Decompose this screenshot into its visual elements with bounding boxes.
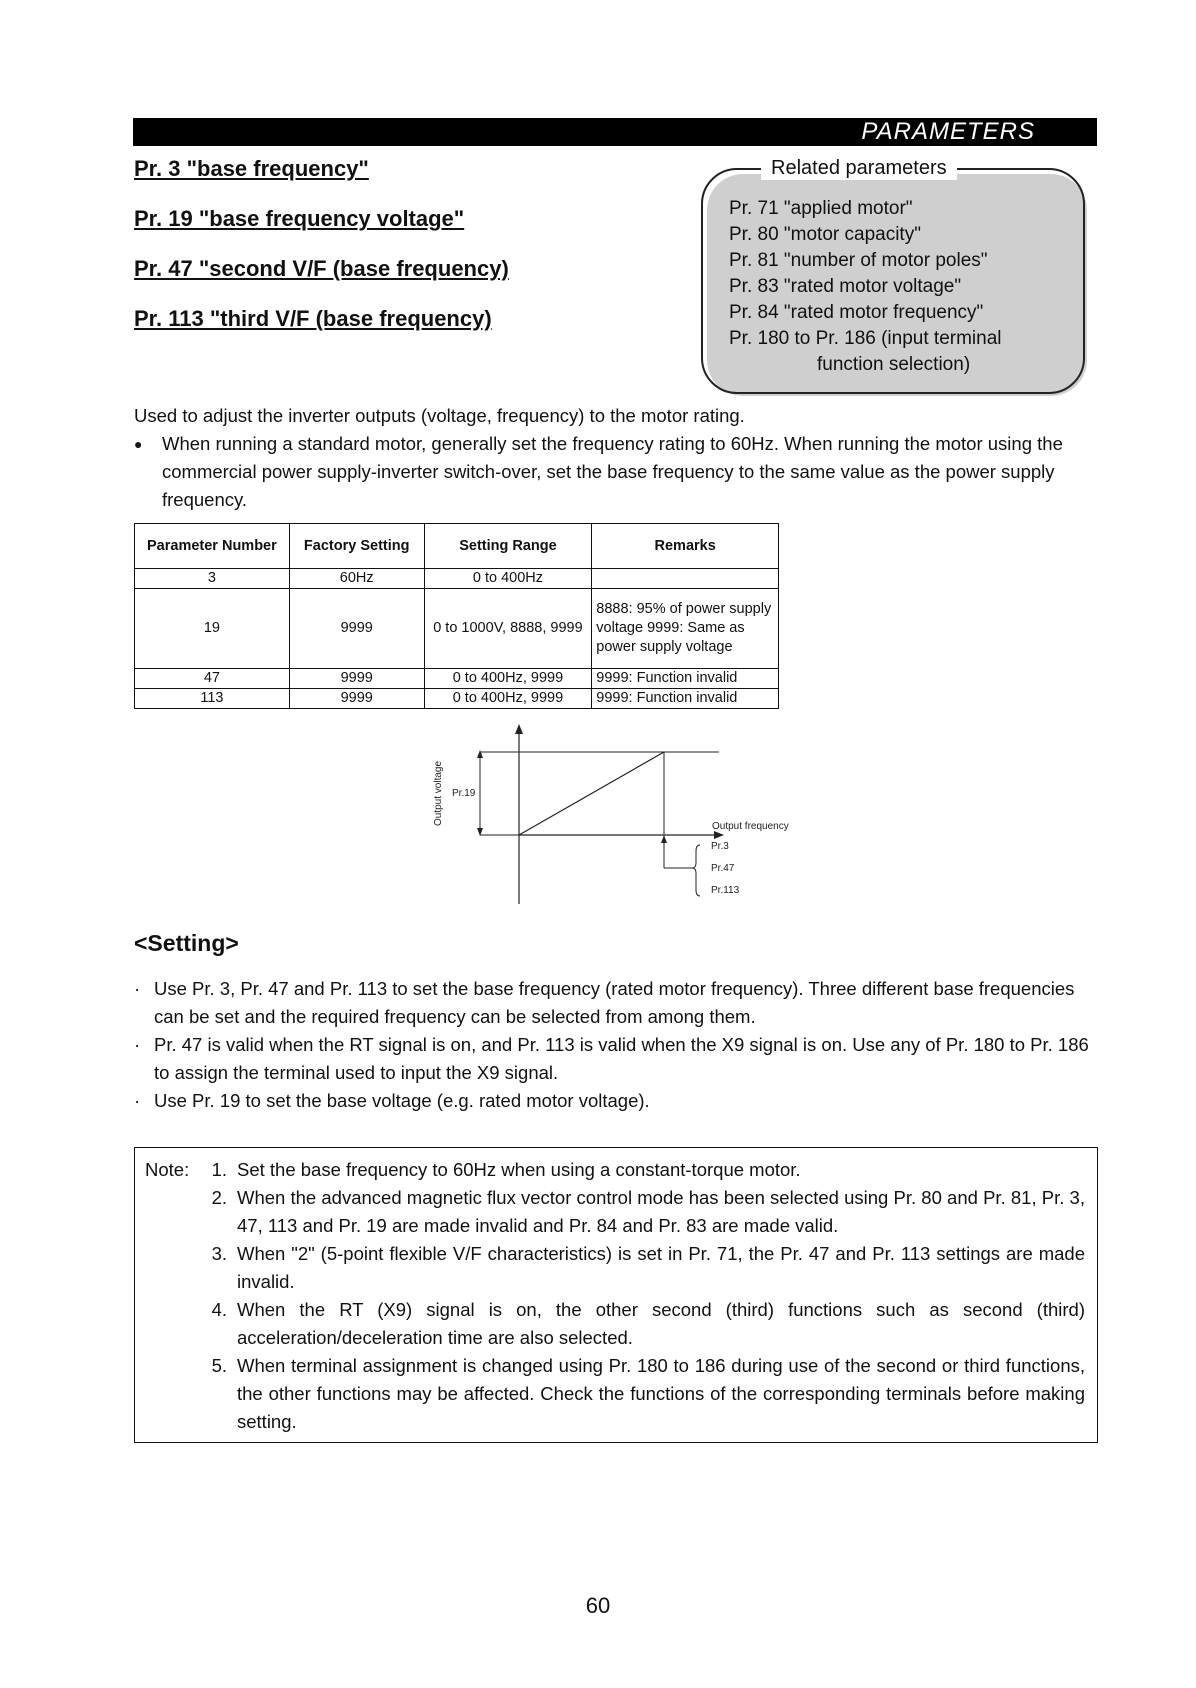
- freq-param-label: Pr.3: [711, 841, 729, 852]
- column-header: Remarks: [592, 524, 779, 569]
- related-item: Pr. 71 "applied motor": [729, 198, 913, 219]
- table-cell: 9999: Function invalid: [592, 669, 779, 689]
- table-row: [135, 569, 779, 589]
- bullet-dot-icon: ·: [134, 1034, 141, 1055]
- y-axis-arrow-icon: [515, 724, 523, 734]
- table-header-row: [135, 524, 779, 569]
- setting-item-text: Pr. 47 is valid when the RT signal is on, and Pr. 113 is valid when the X9 signal is on. Use any of Pr. 180 to Pr. 186 to assign the terminal used to input the X9 signal.: [154, 1034, 1089, 1083]
- section-title: PARAMETERS: [861, 118, 1035, 145]
- column-header: Factory Setting: [289, 524, 424, 569]
- note-item: [145, 1156, 1085, 1184]
- related-item: function selection): [817, 354, 971, 375]
- note-text: When terminal assignment is changed using Pr. 180 to 186 during use of the second or third functions, the other functions may be affected. Check the functions of the corresponding terminals before making setting.: [237, 1355, 1085, 1432]
- column-header: Parameter Number: [135, 524, 290, 569]
- related-item: Pr. 80 "motor capacity": [729, 224, 921, 245]
- related-item: Pr. 83 "rated motor voltage": [729, 276, 962, 297]
- table-cell: 0 to 1000V, 8888, 9999: [424, 589, 592, 669]
- intro-text: Used to adjust the inverter outputs (voltage, frequency) to the motor rating.: [134, 405, 745, 426]
- freq-param-label: Pr.113: [711, 885, 740, 896]
- table-cell: 47: [135, 669, 290, 689]
- note-text: Set the base frequency to 60Hz when using a constant-torque motor.: [237, 1159, 801, 1180]
- note-text: When the advanced magnetic flux vector control mode has been selected using Pr. 80 and Pr. 81, Pr. 3, 47, 113 and Pr. 19 are made invalid and Pr. 84 and Pr. 83 are made valid.: [237, 1187, 1085, 1236]
- section-header-bar: [133, 118, 1097, 146]
- setting-item-text: Use Pr. 3, Pr. 47 and Pr. 113 to set the base frequency (rated motor frequency). Three different base frequencies can be set and the required frequency can be selected from among them.: [154, 978, 1075, 1027]
- freq-param-label: Pr.47: [711, 863, 735, 874]
- note-text: When "2" (5-point flexible V/F characteristics) is set in Pr. 71, the Pr. 47 and Pr. 113 settings are made invalid.: [237, 1243, 1085, 1292]
- vf-curve: [519, 752, 664, 835]
- setting-item-text: Use Pr. 19 to set the base voltage (e.g. rated motor voltage).: [154, 1090, 650, 1111]
- intro-bullet: [134, 430, 1098, 514]
- table-cell: 0 to 400Hz, 9999: [424, 669, 592, 689]
- note-number: 4.: [211, 1299, 227, 1320]
- page-number: 60: [585, 1593, 611, 1618]
- title-pr19: Pr. 19 "base frequency voltage": [134, 206, 465, 231]
- x-axis-arrow-icon: [714, 831, 724, 839]
- related-parameters-box: [701, 157, 1091, 400]
- setting-heading: <Setting>: [134, 930, 239, 956]
- intro-section: [134, 402, 1098, 514]
- note-item: [145, 1184, 1085, 1240]
- note-number: 5.: [211, 1355, 227, 1376]
- note-item: [145, 1296, 1085, 1352]
- table-cell: 0 to 400Hz, 9999: [424, 689, 592, 709]
- parameter-titles: [134, 156, 694, 356]
- setting-list: [134, 975, 1098, 1115]
- table-row: [135, 669, 779, 689]
- setting-item: [134, 1031, 1098, 1087]
- table-cell: 60Hz: [289, 569, 424, 589]
- table-cell: 9999: [289, 669, 424, 689]
- title-pr3: Pr. 3 "base frequency": [134, 156, 369, 181]
- title-pr113: Pr. 113 "third V/F (base frequency): [134, 306, 492, 331]
- note-item: [145, 1352, 1085, 1436]
- setting-item: [134, 1087, 1098, 1115]
- table-row: [135, 689, 779, 709]
- table-cell: 9999: Function invalid: [592, 689, 779, 709]
- related-list: [729, 196, 1002, 378]
- parameter-table: [134, 523, 779, 709]
- related-item: Pr. 84 "rated motor frequency": [729, 302, 984, 323]
- voltage-param-label: Pr.19: [452, 788, 476, 799]
- note-label: Note:: [145, 1159, 190, 1180]
- note-number: 3.: [211, 1243, 227, 1264]
- setting-item: [134, 975, 1098, 1031]
- note-item: [145, 1240, 1085, 1296]
- voltage-arrow-up-icon: [477, 750, 483, 758]
- table-cell: 0 to 400Hz: [424, 569, 592, 589]
- note-text: When the RT (X9) signal is on, the other second (third) functions such as second (third) acceleration/deceleration time are also selected.: [237, 1299, 1085, 1348]
- table-cell: 9999: [289, 689, 424, 709]
- frequency-arrow-up-icon: [661, 835, 667, 843]
- notes-box: [134, 1147, 1098, 1443]
- note-number: 2.: [211, 1187, 227, 1208]
- bullet-dot-icon: ·: [134, 1090, 141, 1111]
- table-cell: 3: [135, 569, 290, 589]
- table-cell: [592, 569, 779, 589]
- related-heading: Related parameters: [761, 156, 957, 180]
- x-axis-label: Output frequency: [712, 821, 789, 832]
- column-header: Setting Range: [424, 524, 592, 569]
- frequency-brace: [692, 845, 700, 896]
- table-cell: 9999: [289, 589, 424, 669]
- table-cell: 8888: 95% of power supply voltage 9999: Same as power supply voltage: [592, 589, 779, 669]
- intro-bullet-text: When running a standard motor, generally set the frequency rating to 60Hz. When running the motor using the commercial power supply-inverter switch-over, set the base frequency to the same value as the power supply frequency.: [162, 433, 1063, 510]
- y-axis-label: Output voltage: [433, 760, 444, 826]
- table-row: [135, 589, 779, 669]
- vf-characteristic-graph: [400, 718, 820, 908]
- bullet-dot-icon: ●: [134, 436, 143, 452]
- title-pr47: Pr. 47 "second V/F (base frequency): [134, 256, 509, 281]
- bullet-dot-icon: ·: [134, 978, 141, 999]
- related-item: Pr. 180 to Pr. 186 (input terminal: [729, 328, 1002, 349]
- note-number: 1.: [211, 1159, 227, 1180]
- table-cell: 113: [135, 689, 290, 709]
- table-cell: 19: [135, 589, 290, 669]
- related-item: Pr. 81 "number of motor poles": [729, 250, 988, 271]
